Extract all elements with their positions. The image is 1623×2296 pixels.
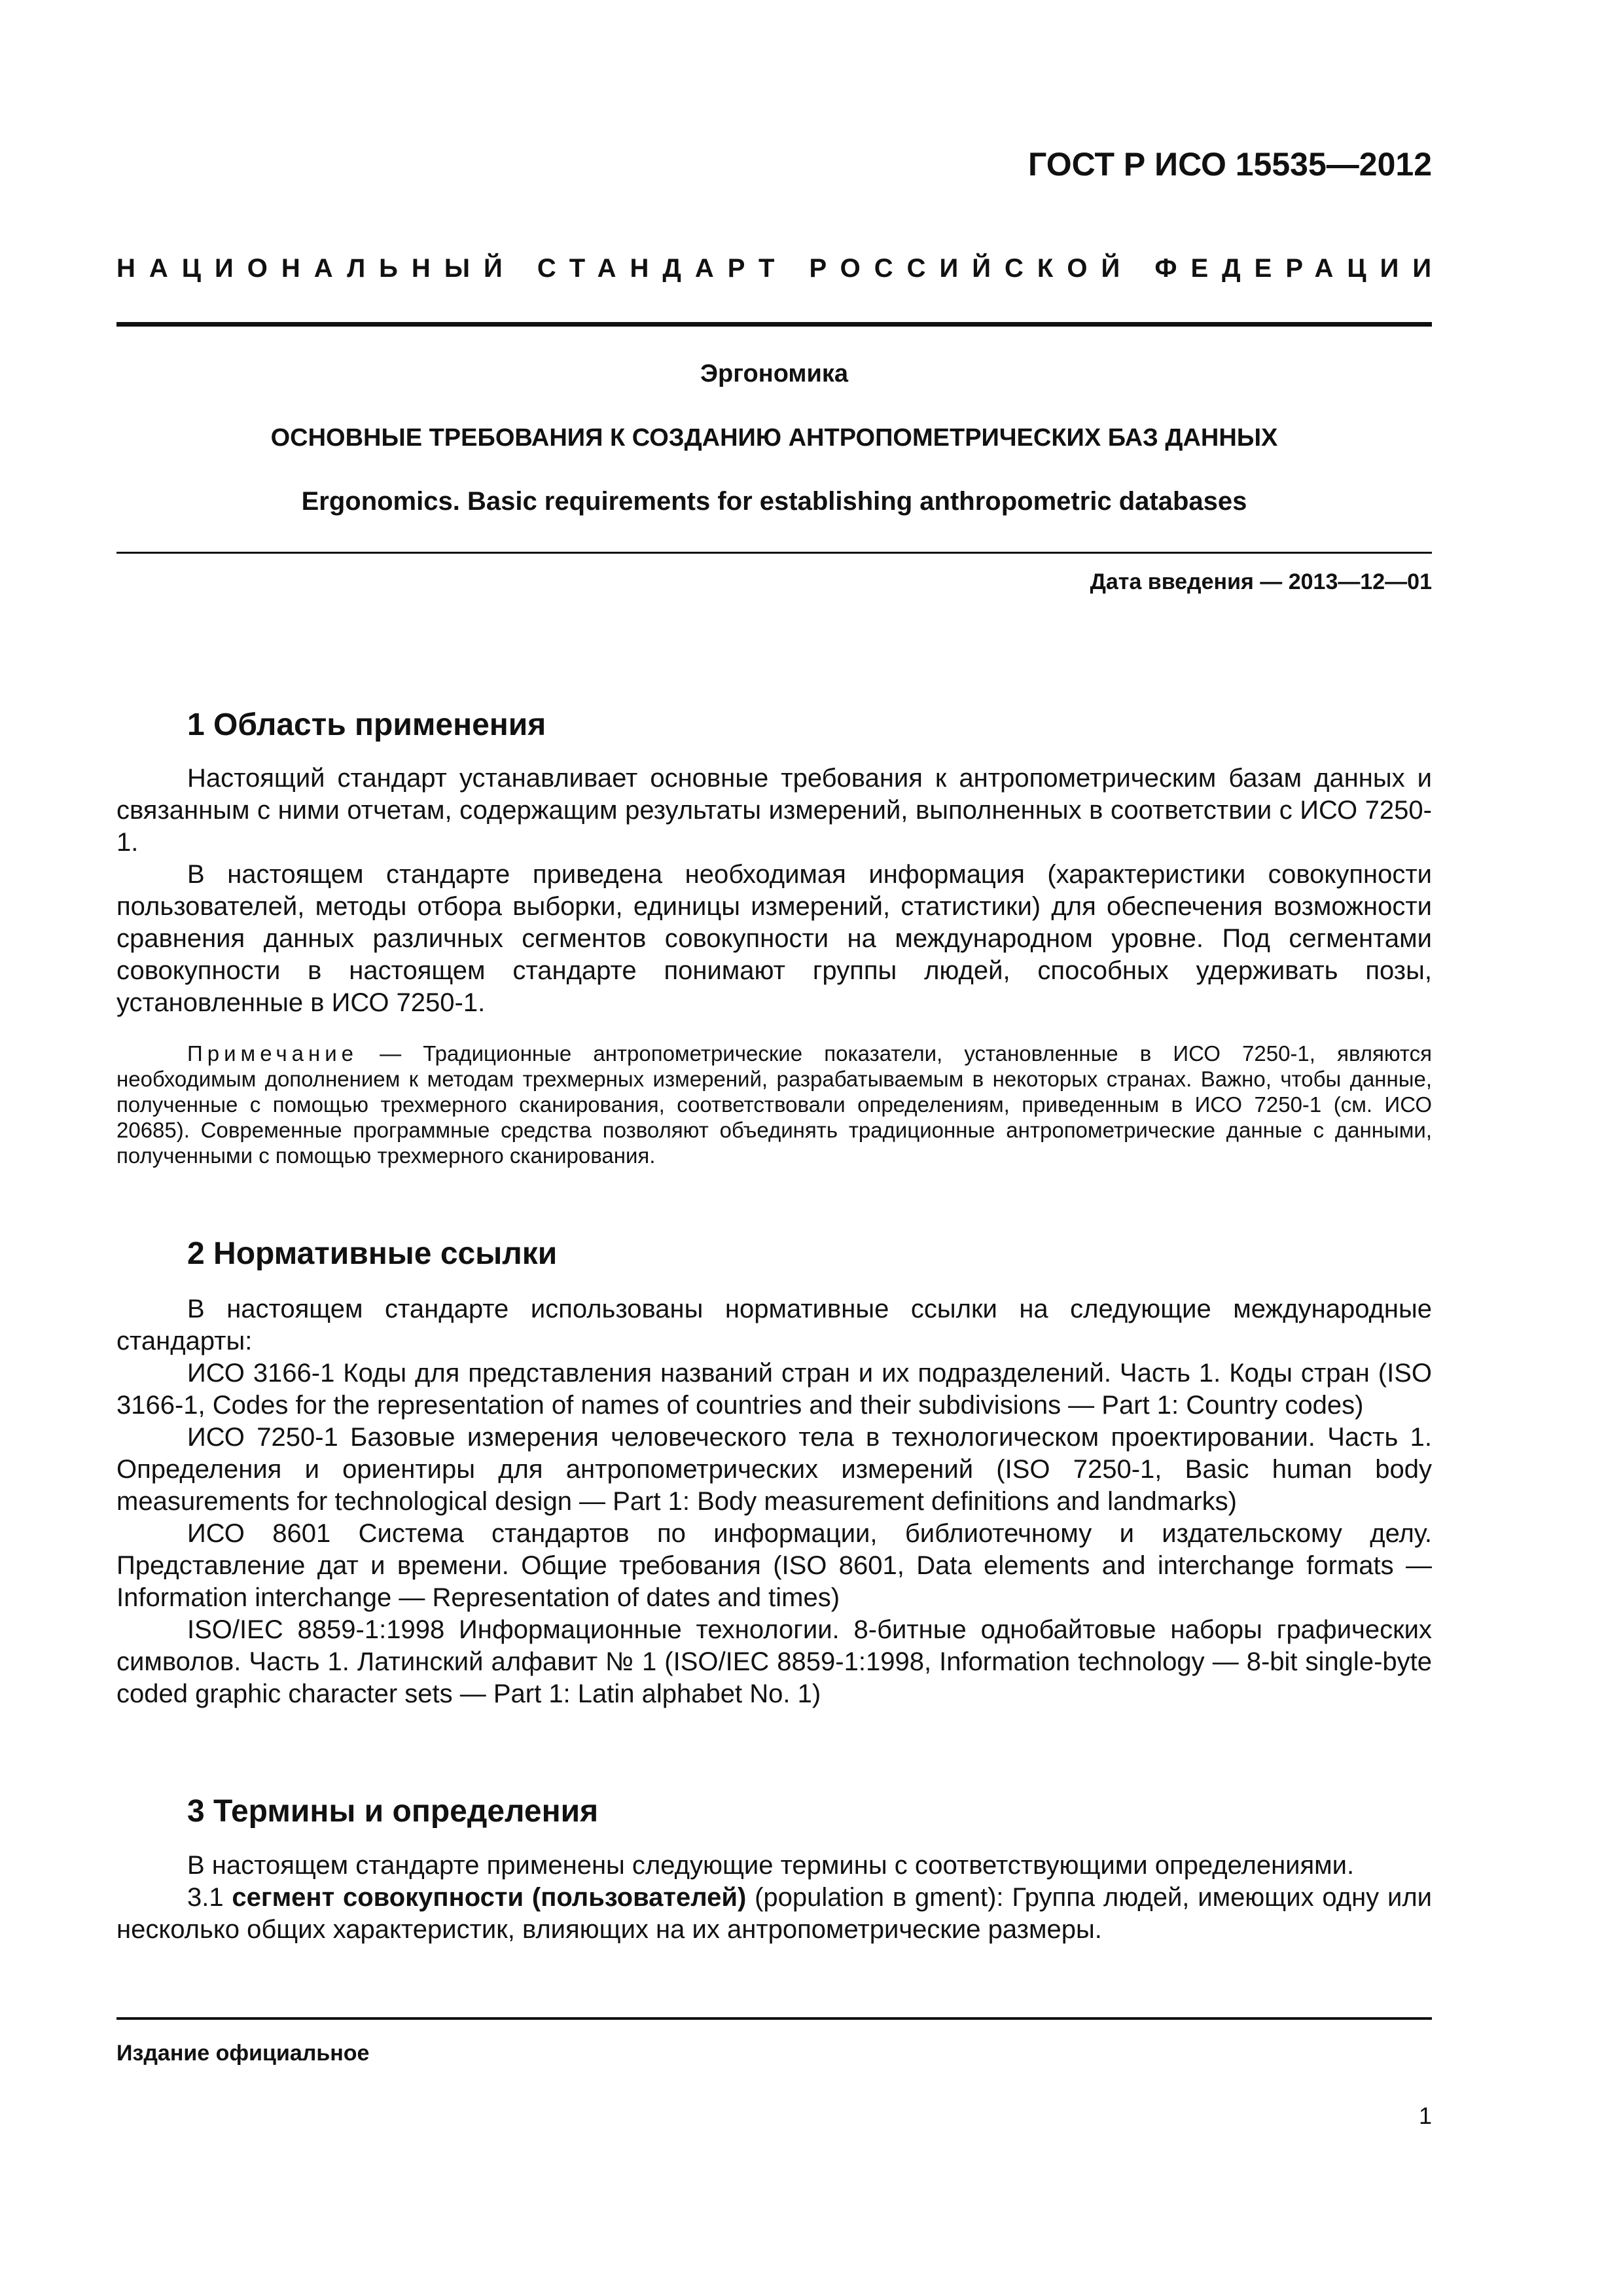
section-3-paragraph-1: В настоящем стандарте применены следующие термины с соответствующими определениями. [187,1851,1355,1880]
title-divider [116,552,1432,554]
section-2-body [116,1293,1432,1710]
section-1-paragraph-1: Настоящий стандарт устанавливает основные требования к антропометрическим базам данных и связанным с ними отчетам, содержащим результаты измерений, выполненных в соответствии с ИСО 7250-1. [116,764,1432,857]
section-1-heading: 1 Область применения [187,708,546,742]
section-3-body [116,1850,1432,1946]
section-1-paragraph-2: В настоящем стандарте приведена необходимая информация (характеристики совокупности пользователей, методы отбора выборки, единицы измерений, статистики) для обеспечения возможности сравнения данных различных сегментов совокупности на международном уровне. Под сегментами совокупности в настоящем стандарте понимают группы людей, способных удерживать позы, установленные в ИСО 7250-1. [116,860,1432,1017]
footer-divider [116,2017,1432,2020]
reference-iso-8601: ИСО 8601 Система стандартов по информации, библиотечному и издательскому делу. Представление дат и времени. Общие требования (ISO 8601, Data elements and interchange formats — Information interchange — Representation of dates and times) [116,1519,1432,1612]
section-2-heading: 2 Нормативные ссылки [187,1236,558,1271]
term-3-1 [116,1882,1432,1946]
reference-iso-3166-1: ИСО 3166-1 Коды для представления названий стран и их подразделений. Часть 1. Коды стран (ISO 3166-1, Codes for the representation of names of countries and their subdivisions — Part 1: Country codes) [116,1359,1432,1420]
document-title-en: Ergonomics. Basic requirements for establishing anthropometric databases [301,487,1247,516]
standard-number: ГОСТ Р ИСО 15535—2012 [1028,146,1432,183]
section-1-body [116,762,1432,1019]
national-standard-banner: НАЦИОНАЛЬНЫЙ СТАНДАРТ РОССИЙСКОЙ ФЕДЕРАЦИИ [116,254,1446,283]
subject-title: Эргономика [700,360,849,387]
header-divider [116,322,1432,327]
section-3-heading: 3 Термины и определения [187,1794,599,1829]
official-edition-label: Издание официальное [116,2041,370,2066]
introduction-date: Дата введения — 2013—12—01 [1090,569,1432,594]
document-title-ru: ОСНОВНЫЕ ТРЕБОВАНИЯ К СОЗДАНИЮ АНТРОПОМЕТРИЧЕСКИХ БАЗ ДАННЫХ [270,424,1278,452]
page-number: 1 [1418,2102,1432,2129]
note-text: — Традиционные антропометрические показатели, установленные в ИСО 7250-1, являются необходимым дополнением к методам трехмерных измерений, разрабатываемым в некоторых странах. Важно, чтобы данные, полученные с помощью трехмерного сканирования, соответствовали определениям, приведенным в ИСО 7250-1 (см. ИСО 20685). Современные программные средства позволяют объединять традиционные антропометрические данные с данными, полученными с помощью трехмерного сканирования. [116,1041,1432,1168]
term-number: 3.1 [187,1883,232,1912]
term-definition: (population в gment): Группа людей, имеющих одну или несколько общих характеристик, влияющих на их антропометрические размеры. [116,1883,1433,1944]
reference-iso-7250-1: ИСО 7250-1 Базовые измерения человеческого тела в технологическом проектировании. Часть 1. Определения и ориентиры для антропометрических измерений (ISO 7250-1, Basic human body measurements for technological design — Part 1: Body measurement definitions and landmarks) [116,1423,1432,1516]
section-1-note [116,1041,1432,1168]
section-2-paragraph-1: В настоящем стандарте использованы нормативные ссылки на следующие международные стандарты: [116,1295,1432,1355]
reference-iso-iec-8859-1: ISO/IEC 8859-1:1998 Информационные технологии. 8-битные однобайтовые наборы графических символов. Часть 1. Латинский алфавит № 1 (ISO/IEC 8859-1:1998, Information technology — 8-bit single-byte coded graphic character sets — Part 1: Latin alphabet No. 1) [116,1615,1432,1708]
note-label: Примечание [187,1041,359,1066]
term-name: сегмент совокупности (пользователей) [232,1883,747,1912]
